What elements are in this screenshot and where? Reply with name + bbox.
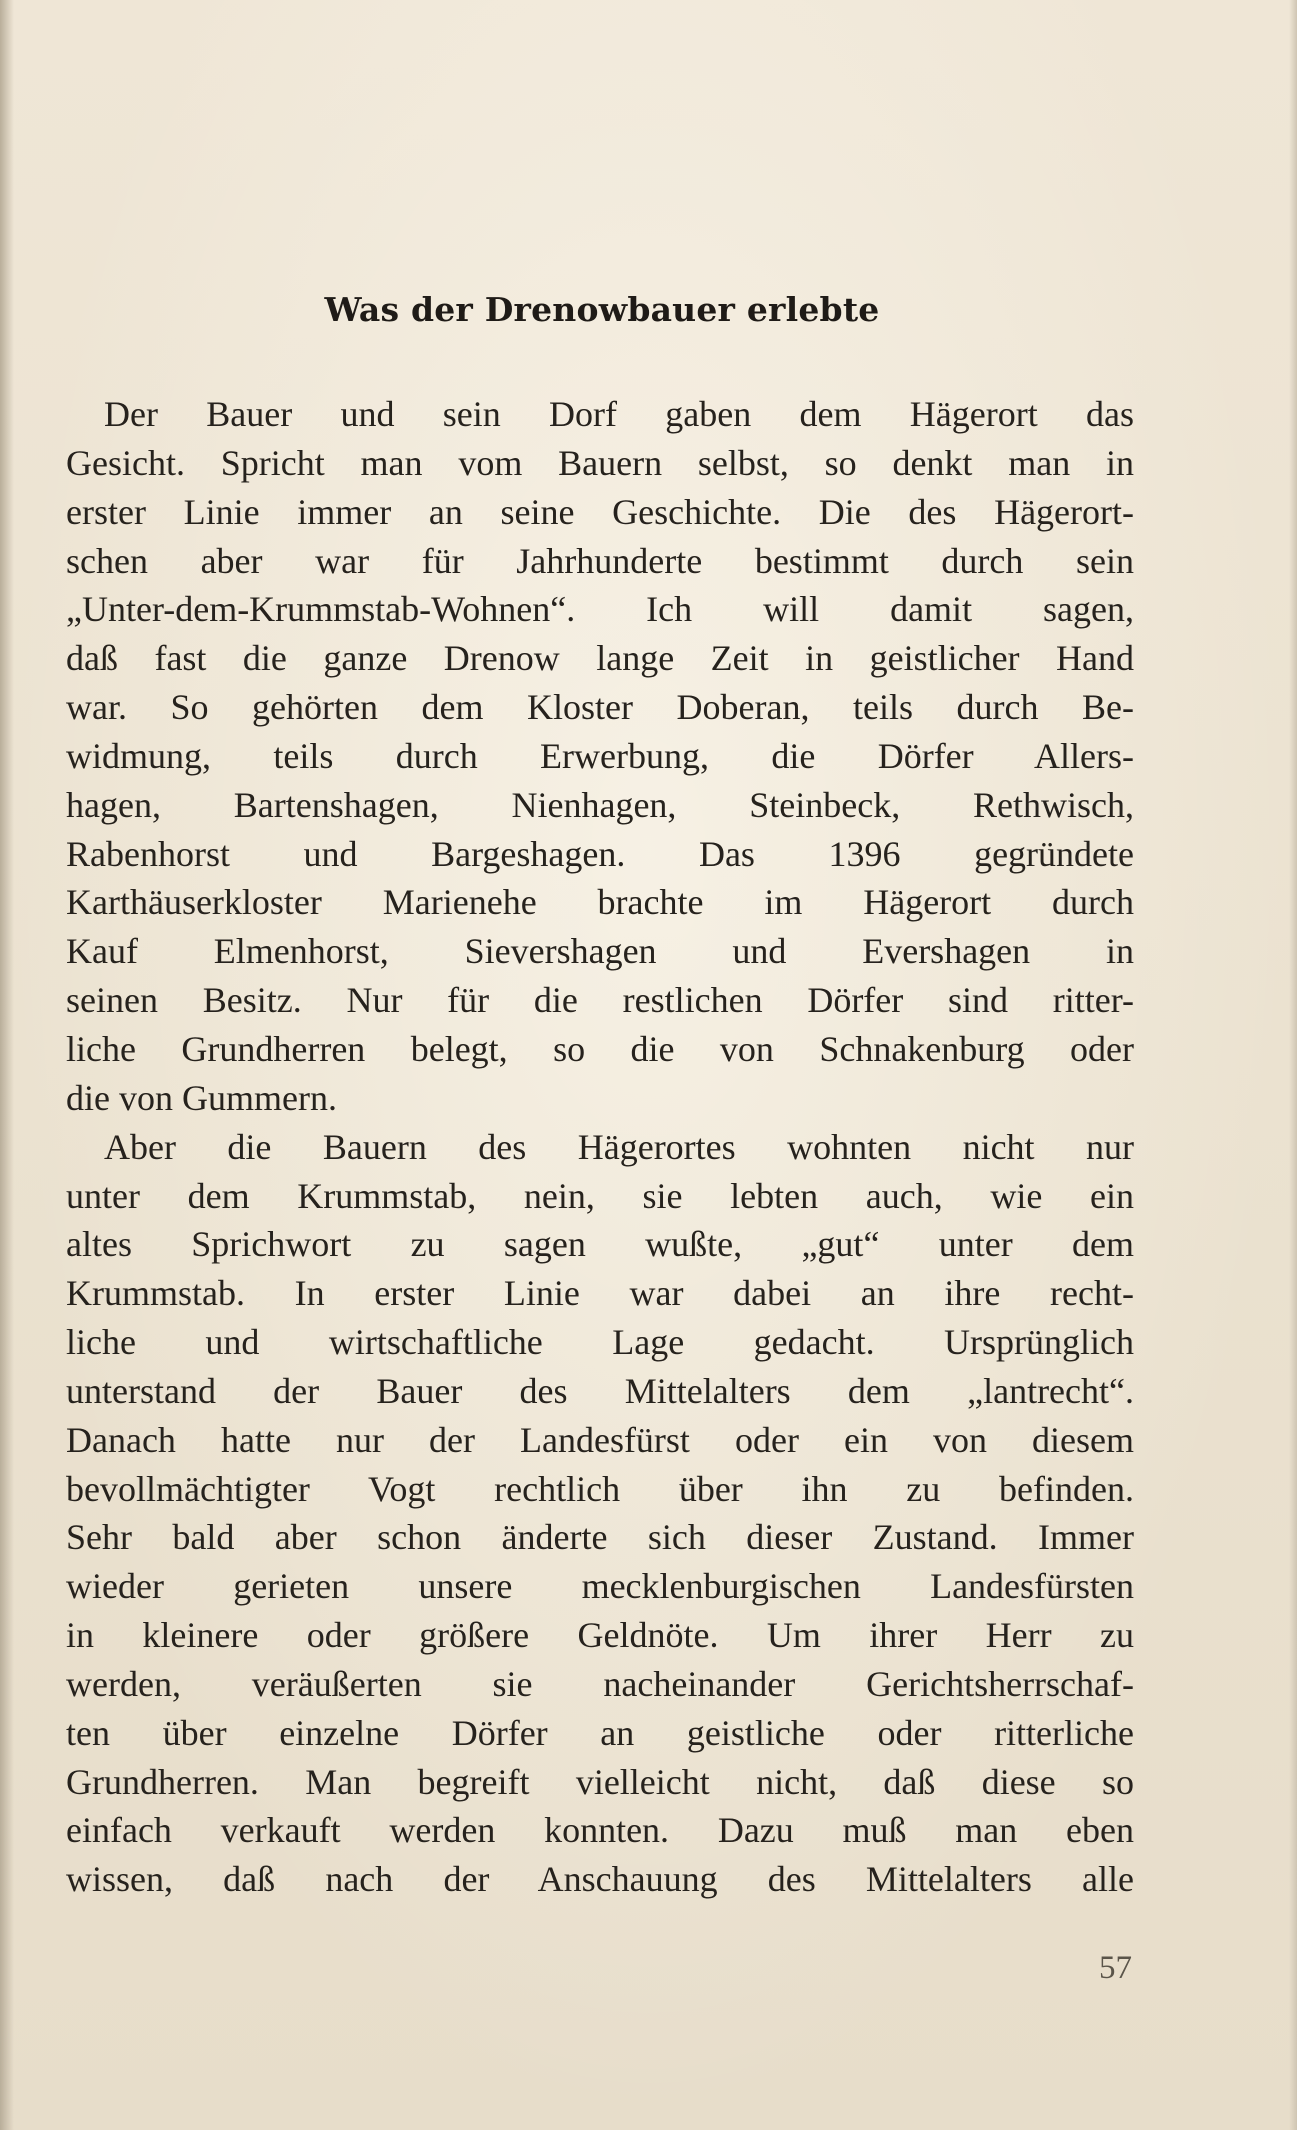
text-line: Gesicht. Spricht man vom Bauern selbst, so denkt man in — [66, 442, 1134, 483]
text-line: wissen, daß nach der Anschauung des Mittelalters alle — [66, 1859, 1134, 1900]
text-line: war. So gehörten dem Kloster Doberan, teils durch Be- — [66, 687, 1134, 728]
text-line: Kauf Elmenhorst, Sievershagen und Evershagen in — [66, 931, 1134, 972]
text-line: wieder gerieten unsere mecklenburgischen Landesfürsten — [66, 1566, 1134, 1607]
text-line: altes Sprichwort zu sagen wußte, „gut“ unter dem — [66, 1224, 1134, 1265]
text-line: unterstand der Bauer des Mittelalters dem „lantrecht“. — [66, 1370, 1134, 1411]
text-line: daß fast die ganze Drenow lange Zeit in geistlicher Hand — [66, 638, 1134, 679]
text-line: Der Bauer und sein Dorf gaben dem Hägerort das — [104, 394, 1134, 434]
text-line: liche Grundherren belegt, so die von Schnakenburg oder — [66, 1028, 1134, 1069]
text-line: Danach hatte nur der Landesfürst oder ein von diesem — [66, 1419, 1134, 1460]
text-line: hagen, Bartenshagen, Nienhagen, Steinbeck, Rethwisch, — [66, 784, 1134, 825]
text-line: schen aber war für Jahrhunderte bestimmt durch sein — [66, 540, 1134, 581]
text-line: bevollmächtigter Vogt rechtlich über ihn zu befinden. — [66, 1468, 1134, 1509]
page-edge-shadow-right — [1289, 0, 1297, 2130]
text-line: ten über einzelne Dörfer an geistliche oder ritterliche — [66, 1712, 1134, 1753]
text-line: widmung, teils durch Erwerbung, die Dörfer Allers- — [66, 735, 1134, 776]
text-line: Sehr bald aber schon änderte sich dieser Zustand. Immer — [66, 1517, 1134, 1558]
text-line: Karthäuserkloster Marienehe brachte im Hägerort durch — [66, 882, 1134, 923]
text-line: seinen Besitz. Nur für die restlichen Dörfer sind ritter- — [66, 980, 1134, 1021]
paragraph-1 — [66, 390, 1134, 1123]
text-line: Grundherren. Man begreift vielleicht nicht, daß diese so — [66, 1761, 1134, 1802]
paragraph-2 — [66, 1123, 1134, 1905]
text-line: werden, veräußerten sie nacheinander Gerichtsherrschaf- — [66, 1663, 1134, 1704]
text-line: liche und wirtschaftliche Lage gedacht. Ursprünglich — [66, 1322, 1134, 1363]
text-line: unter dem Krummstab, nein, sie lebten auch, wie ein — [66, 1175, 1134, 1216]
text-line: „Unter-dem-Krummstab-Wohnen“. Ich will damit sagen, — [66, 589, 1134, 630]
text-line: die von Gummern. — [66, 1077, 337, 1118]
body-text — [66, 390, 1134, 1904]
page-number: 57 — [1099, 1950, 1132, 1986]
text-line: einfach verkauft werden konnten. Dazu muß man eben — [66, 1810, 1134, 1851]
text-line: erster Linie immer an seine Geschichte. Die des Hägerort- — [66, 491, 1134, 532]
text-line: Aber die Bauern des Hägerortes wohnten nicht nur — [104, 1126, 1134, 1167]
text-line: in kleinere oder größere Geldnöte. Um ihrer Herr zu — [66, 1615, 1134, 1656]
text-line: Krummstab. In erster Linie war dabei an ihre recht- — [66, 1273, 1134, 1314]
text-line: Rabenhorst und Bargeshagen. Das 1396 gegründete — [66, 833, 1134, 874]
chapter-heading: Was der Drenowbauer erlebte — [324, 290, 880, 329]
